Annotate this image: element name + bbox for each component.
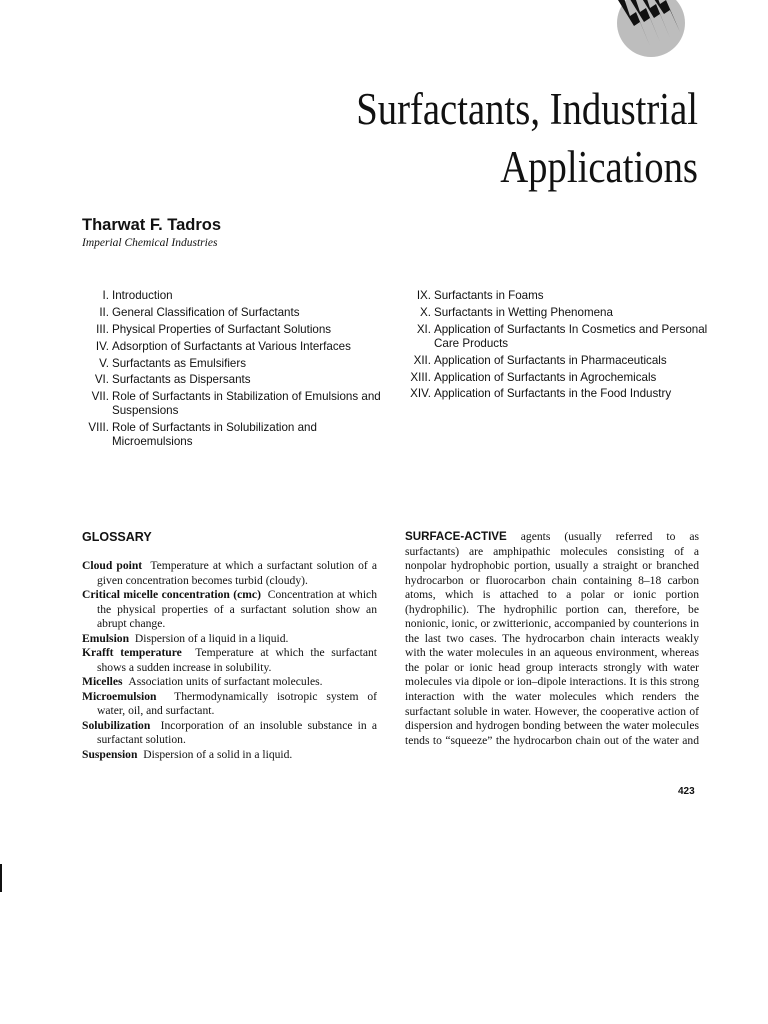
toc-item: [404, 323, 714, 351]
toc-item: [404, 371, 714, 385]
toc-item-number: VIII.: [88, 421, 109, 435]
glossary-entry: [82, 748, 377, 763]
toc-item: [404, 306, 714, 320]
toc-item-title: Application of Surfactants in Agrochemicals: [434, 370, 657, 384]
toc-item-number: XIV.: [410, 387, 431, 401]
page-number: 423: [678, 786, 695, 797]
toc-item: [82, 289, 382, 303]
glossary-term: Emulsion: [82, 631, 130, 645]
toc-item-number: II.: [99, 305, 109, 319]
toc-item: [82, 340, 382, 354]
toc-item-number: VI.: [94, 373, 109, 387]
glossary-definition: Thermodynamically isotropic system of water, oil, and surfactant.: [97, 689, 378, 717]
page-title: [268, 80, 698, 196]
glossary-list: [82, 559, 377, 762]
toc-item-title: Surfactants in Foams: [434, 289, 544, 302]
author-name: Tharwat F. Tadros: [82, 216, 222, 234]
lead-in: SURFACE-ACTIVE: [405, 530, 507, 543]
glossary-definition: Temperature at which a surfactant solution of a given concentration becomes turbid (cloudy).: [97, 559, 378, 587]
glossary-term: Krafft temperature: [82, 646, 182, 659]
toc-item-title: Physical Properties of Surfactant Solutions: [112, 322, 332, 336]
glossary-term: Microemulsion: [82, 689, 157, 703]
lightning-circle-icon: [616, 0, 686, 58]
table-of-contents-right: [404, 289, 714, 404]
toc-item-number: III.: [96, 322, 109, 336]
toc-item-number: V.: [99, 356, 109, 370]
glossary-term: Critical micelle concentration (cmc): [82, 588, 261, 601]
glossary-term: Micelles: [82, 675, 123, 688]
glossary-term: Cloud point: [82, 559, 143, 572]
toc-item-title: Adsorption of Surfactants at Various Interfaces: [112, 339, 351, 353]
toc-item-number: XIII.: [410, 370, 431, 384]
glossary-entry: [82, 588, 377, 632]
toc-item-number: IV.: [95, 339, 109, 353]
glossary-entry: [82, 646, 377, 675]
glossary-definition: Dispersion of a solid in a liquid.: [143, 747, 293, 761]
toc-item-number: IX.: [416, 289, 431, 302]
glossary-term: Solubilization: [82, 718, 151, 732]
toc-item: [404, 387, 714, 401]
toc-item-title: Application of Surfactants in the Food Industry: [434, 387, 672, 401]
toc-item-number: XI.: [416, 322, 431, 336]
toc-item: [82, 373, 382, 387]
toc-item: [82, 421, 382, 449]
toc-item: [82, 306, 382, 320]
toc-item-title: Surfactants in Wetting Phenomena: [434, 305, 613, 319]
glossary-definition: Concentration at which the physical properties of a surfactant solution show an abrupt change.: [97, 588, 377, 630]
title-line-2: Applications: [500, 142, 698, 192]
toc-item-title: Application of Surfactants In Cosmetics and Personal Care Products: [434, 322, 708, 350]
author-affiliation: Imperial Chemical Industries: [82, 237, 218, 249]
glossary-entry: [82, 632, 377, 647]
toc-item: [404, 289, 714, 303]
paragraph-text: agents (usually referred to as surfactants) are amphipathic molecules consisting of a nonpolar hydrophobic portion, usually a straight or branched hydrocarbon or fluorocarbon chain containing 8–18 carbon atoms, which is attached to a polar or ionic portion (hydrophilic). The hydrophilic portion can, therefore, be nonionic, ionic, or zwitterionic, accompanied by counterions in the last two cases. The hydrocarbon chain interacts weakly with the water molecules in an aqueous environment, whereas the polar or ionic head group interacts strongly with water molecules via dipole or ion–dipole interactions. It is this strong interaction with the water molecules which renders the surfactant soluble in water. However, the cooperative action of dispersion and hydrogen bonding between the water molecules tends to “squeeze” the hydrocarbon chain out of the water and: [405, 530, 699, 747]
glossary-entry: [82, 675, 377, 690]
toc-item-title: Introduction: [112, 289, 173, 302]
toc-item-title: Surfactants as Dispersants: [112, 373, 251, 387]
toc-item: [82, 390, 382, 418]
glossary-entry: [82, 690, 377, 719]
toc-item-number: X.: [420, 305, 431, 319]
toc-item-title: Surfactants as Emulsifiers: [112, 356, 247, 370]
glossary-definition: Dispersion of a liquid in a liquid.: [134, 631, 289, 645]
body-paragraph: [405, 530, 699, 748]
title-line-1: Surfactants, Industrial: [356, 84, 698, 134]
toc-item-number: I.: [102, 289, 109, 302]
toc-item-title: Role of Surfactants in Solubilization and Microemulsions: [112, 421, 317, 449]
glossary-definition: Association units of surfactant molecules.: [128, 675, 323, 688]
glossary-definition: Incorporation of an insoluble substance in a surfactant solution.: [97, 718, 377, 746]
glossary-definition: Temperature at which the surfactant shows a sudden increase in solubility.: [97, 646, 377, 674]
toc-item: [404, 354, 714, 368]
toc-item-number: XII.: [413, 353, 431, 367]
table-of-contents-left: [82, 289, 382, 452]
margin-mark: [0, 864, 2, 892]
glossary-entry: [82, 559, 377, 588]
glossary-entry: [82, 719, 377, 748]
toc-item-number: VII.: [91, 390, 109, 404]
glossary-term: Suspension: [82, 747, 138, 761]
toc-item: [82, 323, 382, 337]
toc-item: [82, 357, 382, 371]
glossary-heading: GLOSSARY: [82, 530, 152, 544]
toc-item-title: General Classification of Surfactants: [112, 305, 300, 319]
toc-item-title: Role of Surfactants in Stabilization of Emulsions and Suspensions: [112, 390, 381, 418]
toc-item-title: Application of Surfactants in Pharmaceuticals: [434, 353, 667, 367]
